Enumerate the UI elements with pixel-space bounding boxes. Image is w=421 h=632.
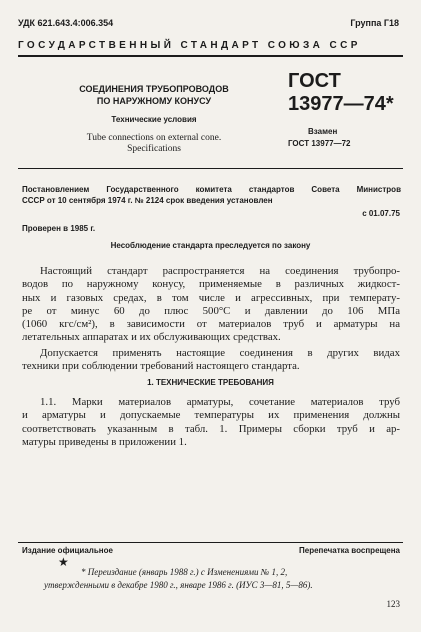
paragraph-3-line: 1.1. Марки материалов арматуры, сочетание материалов труб	[40, 396, 400, 408]
paragraph-1-line: ных и газовых средах, в том числе и агрессивных, при температу-	[22, 291, 400, 304]
title-line-1: СОЕДИНЕНИЯ ТРУБОПРОВОДОВ	[79, 84, 229, 94]
section-heading: 1. ТЕХНИЧЕСКИЕ ТРЕБОВАНИЯ	[147, 378, 274, 387]
paragraph-2	[22, 347, 400, 374]
replaces-value: ГОСТ 13977—72	[288, 139, 351, 148]
title-rule	[18, 168, 403, 169]
decree-line-1: Постановлением Государственного комитета стандартов Совета Министров	[22, 185, 401, 194]
paragraph-2-line: техники при соблюдении требований настоящего стандарта.	[22, 360, 300, 373]
decree-line-2: СССР от 10 сентября 1974 г. № 2124 срок введения установлен	[22, 196, 273, 205]
paragraph-3-line: и арматуры и допускаемые температуры их применения должны	[22, 409, 400, 422]
reissue-note-line-1: * Переиздание (январь 1988 г.) с Изменениями № 1, 2,	[81, 567, 288, 577]
paragraph-1-line: водов по наружному конусу, применяемые в различных жидкост-	[22, 278, 400, 291]
star-icon: ★	[58, 555, 69, 569]
paragraph-2-line: Допускается применять настоящие соединения в других видах	[40, 347, 400, 359]
title-line-2: ПО НАРУЖНОМУ КОНУСУ	[96, 96, 212, 106]
reprint-forbidden: Перепечатка воспрещена	[299, 546, 400, 555]
state-standard-banner: ГОСУДАРСТВЕННЫЙ СТАНДАРТ СОЮЗА ССР	[18, 40, 361, 51]
reissue-note-line-2: утвержденными в декабре 1980 г., январе 1986 г. (ИУС 3—81, 5—86).	[44, 580, 313, 590]
english-title-line-2: Specifications	[127, 144, 181, 154]
paragraph-1-line: летательных аппаратах и их обслуживающих средствах.	[22, 331, 281, 344]
title-subtitle: Технические условия	[111, 115, 197, 124]
group-code: Группа Г18	[350, 18, 399, 28]
header-rule	[18, 55, 403, 57]
official-edition: Издание официальное	[22, 546, 113, 555]
law-warning: Несоблюдение стандарта преследуется по закону	[110, 241, 311, 250]
english-title-line-1: Tube connections on external cone.	[86, 133, 222, 143]
paragraph-3	[22, 396, 400, 449]
paragraph-1-line: ре от минус 60 до плюс 500°С и давлении до 106 МПа	[22, 304, 400, 317]
checked-year: Проверен в 1985 г.	[22, 224, 96, 233]
paragraph-3-line: соответствовать указанным в табл. 1. Примеры сборки труб и ар-	[22, 422, 400, 435]
paragraph-1-line: (1060 кгс/см²), в зависимости от материалов труб и арматуры на	[22, 318, 400, 331]
udk-code: УДК 621.643.4:006.354	[18, 18, 114, 28]
gost-label: ГОСТ	[288, 70, 341, 92]
paragraph-1	[22, 265, 400, 345]
decree-date: с 01.07.75	[362, 209, 400, 218]
page-number: 123	[386, 599, 400, 609]
replaces-label: Взамен	[308, 127, 338, 136]
gost-number: 13977—74*	[288, 93, 394, 115]
footer-rule	[18, 542, 403, 543]
paragraph-1-line: Настоящий стандарт распространяется на соединения трубопро-	[40, 265, 400, 277]
paragraph-3-line: матуры приведены в приложении 1.	[22, 435, 187, 448]
